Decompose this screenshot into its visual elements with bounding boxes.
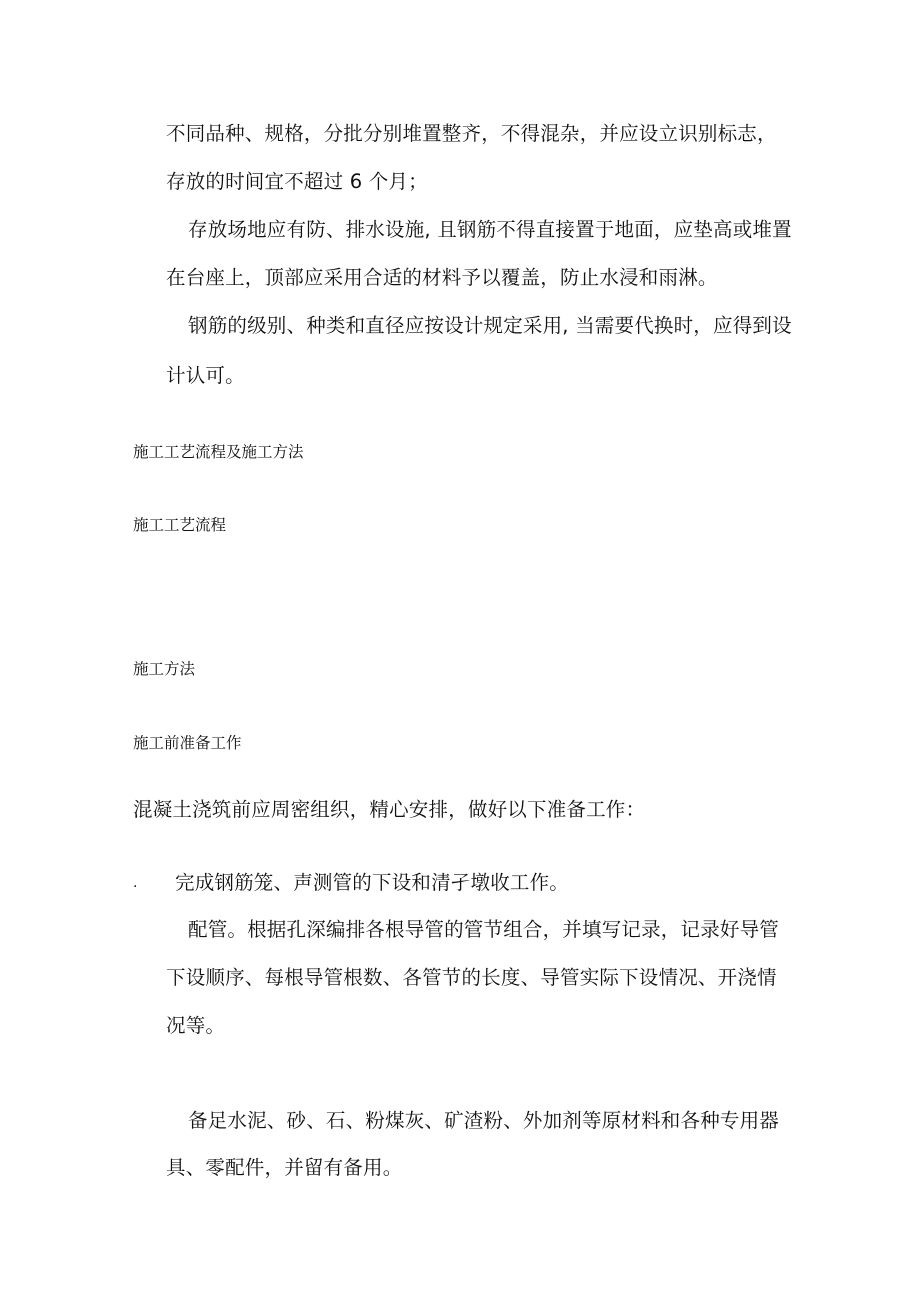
paragraph-3-line-1: 钢筋的级别、种类和直径应按设计规定采用, 当需要代换时，应得到设 [188,314,792,337]
paragraph-2-line-1: 存放场地应有防、排水设施, 且钢筋不得直接置于地面，应垫高或堆置 [188,218,792,241]
paragraph-1-line-1: 不同品种、规格，分批分别堆置整齐，不得混杂，并应设立识别标志， [166,122,777,145]
list-item-3-line-1: 备足水泥、砂、石、粉煤灰、矿渣粉、外加剂等原材料和各种专用器 [188,1109,780,1132]
list-item-1-text: 完成钢筋笼、声测管的下设和清孑墩收工作。 [175,871,570,894]
heading-construction-method: 施工方法 [133,660,196,678]
list-item-2-line-3: 况等。 [166,1014,226,1037]
heading-construction-process-and-method: 施工工艺流程及施工方法 [133,443,304,461]
paragraph-1-line-2: 存放的时间宜不超过 6 个月； [166,170,428,193]
heading-construction-process: 施工工艺流程 [133,516,227,534]
heading-preparation-work: 施工前准备工作 [133,734,242,752]
list-item-marker: . [133,875,138,891]
paragraph-3-line-2: 计认可。 [166,364,245,387]
list-item-3-line-2: 具、零配件，并留有备用。 [166,1156,403,1179]
intro-text: 混凝土浇筑前应周密组织，精心安排，做好以下准备工作： [133,798,646,821]
list-item-2-line-1: 配管。根据孔深编排各根导管的管节组合，并填写记录，记录好导管 [188,918,780,941]
list-item-2-line-2: 下设顺序、每根导管根数、各管节的长度、导管实际下设情况、开浇情 [166,966,777,989]
paragraph-2-line-2: 在台座上，顶部应采用合适的材料予以覆盖，防止水浸和雨淋。 [166,266,718,289]
